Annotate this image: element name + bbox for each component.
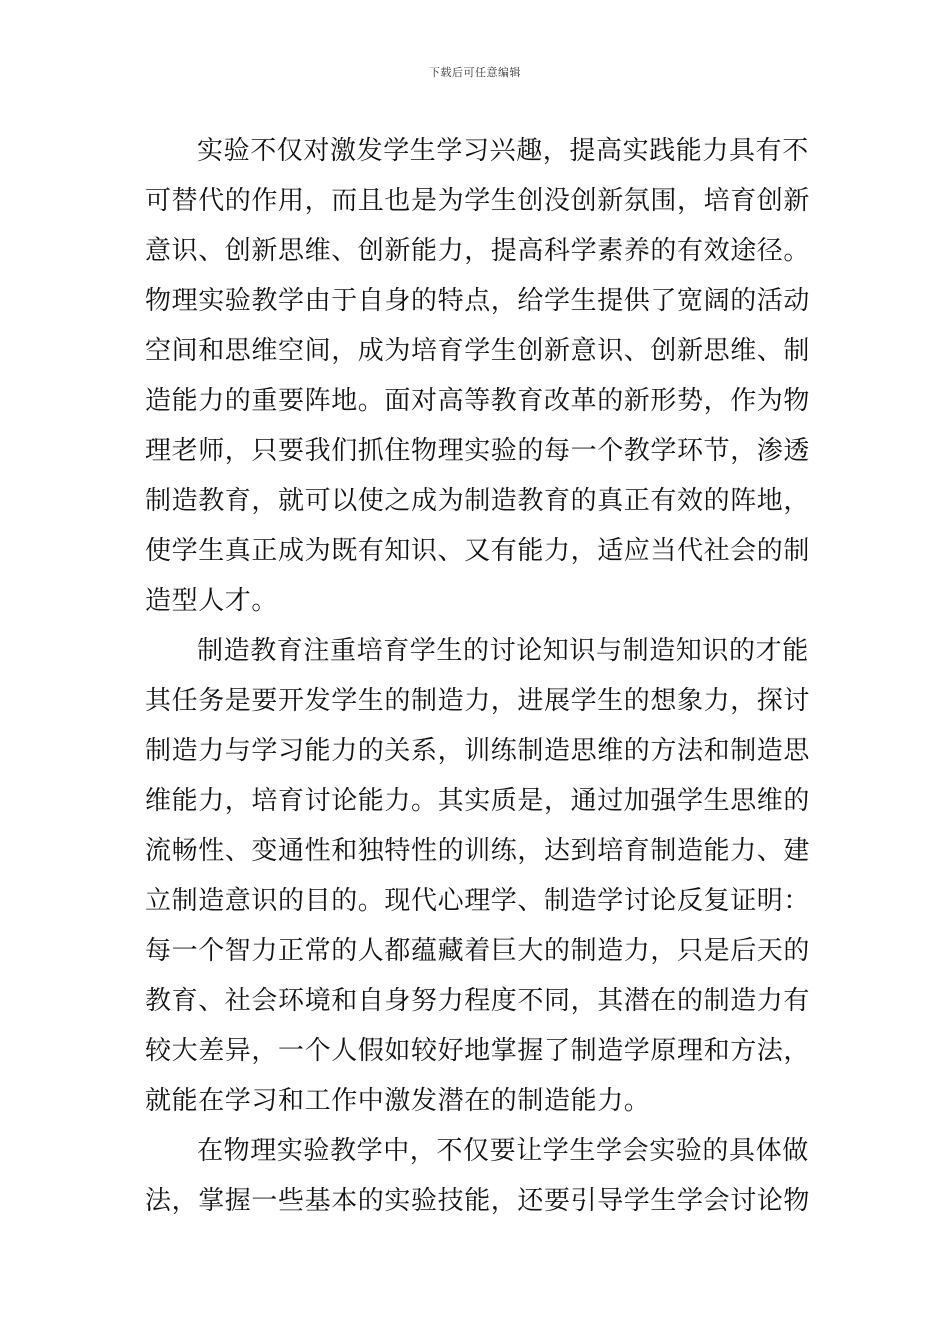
paragraph-line: 就能在学习和工作中激发潜在的制造能力。 xyxy=(145,1086,651,1116)
paragraph-line: 维能力，培育讨论能力。其实质是，通过加强学生思维的 xyxy=(145,786,811,816)
paragraph-line: 实验不仅对激发学生学习兴趣，提高实践能力具有不 xyxy=(197,136,809,166)
paragraph-line: 流畅性、变通性和独特性的训练，达到培育制造能力、建 xyxy=(145,836,811,866)
paragraph-line: 教育、社会环境和自身努力程度不同，其潜在的制造力有 xyxy=(145,986,811,1016)
paragraph-line: 在物理实验教学中，不仅要让学生学会实验的具体做 xyxy=(197,1136,809,1166)
document-body xyxy=(145,126,811,1226)
paragraph-line: 其任务是要开发学生的制造力，进展学生的想象力，探讨 xyxy=(145,686,811,716)
paragraph-line: 较大差异，一个人假如较好地掌握了制造学原理和方法， xyxy=(145,1036,811,1066)
paragraph-line: 法，掌握一些基本的实验技能，还要引导学生学会讨论物 xyxy=(145,1186,811,1216)
paragraph-line: 意识、创新思维、创新能力，提高科学素养的有效途径。 xyxy=(145,236,811,266)
paragraph-line: 理老师，只要我们抓住物理实验的每一个教学环节，渗透 xyxy=(145,436,811,466)
paragraph-line: 造能力的重要阵地。面对高等教育改革的新形势，作为物 xyxy=(145,386,811,416)
paragraph-line: 空间和思维空间，成为培育学生创新意识、创新思维、制 xyxy=(145,336,811,366)
paragraph-1 xyxy=(145,126,811,626)
paragraph-line: 每一个智力正常的人都蕴藏着巨大的制造力，只是后天的 xyxy=(145,936,811,966)
paragraph-line: 物理实验教学由于自身的特点，给学生提供了宽阔的活动 xyxy=(145,286,811,316)
paragraph-line: 立制造意识的目的。现代心理学、制造学讨论反复证明： xyxy=(145,886,811,916)
paragraph-2 xyxy=(145,626,811,1126)
paragraph-3 xyxy=(145,1126,811,1226)
page-header: 下载后可任意编辑 xyxy=(429,66,521,79)
paragraph-line: 使学生真正成为既有知识、又有能力，适应当代社会的制 xyxy=(145,536,811,566)
paragraph-line: 制造教育注重培育学生的讨论知识与制造知识的才能 xyxy=(197,636,809,666)
paragraph-line: 制造力与学习能力的关系，训练制造思维的方法和制造思 xyxy=(145,736,811,766)
paragraph-line: 造型人才。 xyxy=(145,586,279,616)
paragraph-line: 可替代的作用，而且也是为学生创没创新氛围，培育创新 xyxy=(145,186,811,216)
paragraph-line: 制造教育，就可以使之成为制造教育的真正有效的阵地， xyxy=(145,486,811,516)
